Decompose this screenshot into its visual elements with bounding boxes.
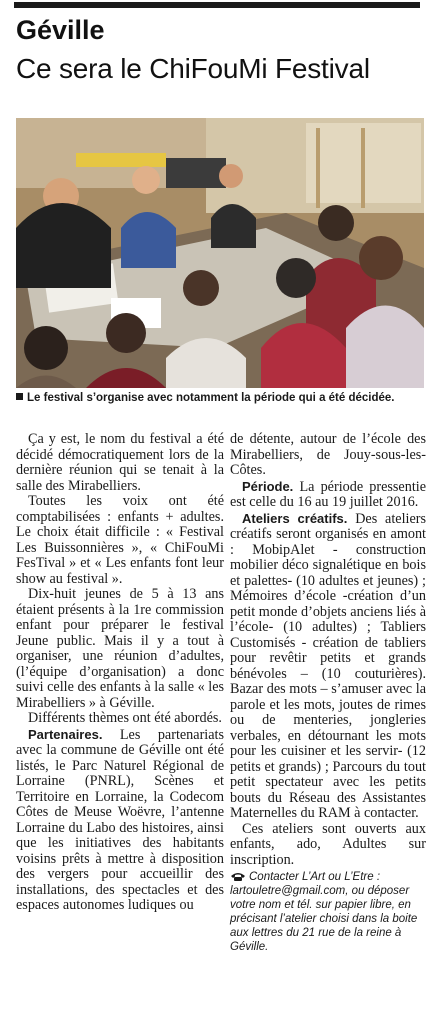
contact-text: Contacter L’Art ou L’Etre : lartouletre@gmail.com, ou déposer votre nom et tél. sur papier libre, en précisant l’atelier choisi dans la boite aux lettres du 21 rue de la reine à Géville. (230, 871, 418, 953)
caption-bullet-square (16, 393, 23, 400)
paragraph: Différents thèmes ont été abordés. (28, 710, 222, 726)
lead-in-periode: Période. (242, 478, 294, 494)
lead-in-partenaires: Partenaires. (28, 726, 103, 742)
photo-caption (16, 391, 424, 406)
paragraph-partenaires (16, 727, 224, 914)
article-headline: Ce sera le ChiFouMi Festival (16, 53, 370, 84)
article-column-right (230, 432, 426, 954)
article-kicker: Géville (16, 15, 105, 45)
paragraph: Ces ateliers sont ouverts aux enfants, ado, Adultes sur inscription. (230, 820, 426, 868)
paragraph-text: La période pressentie est celle du 16 au 19 juillet 2016. (230, 478, 426, 510)
paragraph-periode (230, 479, 426, 511)
paragraph-continued: de détente, autour de l’école des Mirabelliers, de Jouy-sous-les-Côtes. (230, 431, 426, 478)
photo-caption-text: Le festival s’organise avec notamment la période qui a été décidée. (27, 392, 395, 404)
contact-info (230, 870, 426, 954)
telephone-icon (230, 872, 246, 881)
paragraph: Ça y est, le nom du festival a été décidé démocratiquement lors de la dernière réunion qui se tenait à la salle des Mirabelliers. (16, 431, 224, 494)
lead-in-ateliers: Ateliers créatifs. (242, 510, 348, 526)
paragraph-ateliers (230, 511, 426, 822)
paragraph-text: Les partenariats avec la commune de Géville ont été listés, le Parc Naturel Régional de Lorraine (PNRL), Scènes et Territoire en Lorraine, la Codecom Côtes de Meuse Woëvre, l’antenne Lorraine du Labo des histoires, ainsi que les initiatives des habitants voisins prêts à mettre à disposition des vergers pour accueillir des installations, des spectacles et des espaces autonomes ludiques ou (16, 726, 224, 913)
article-photo (16, 118, 424, 388)
article-column-left (16, 432, 224, 914)
paragraph: Toutes les voix ont été comptabilisées : enfants + adultes. Le choix était difficile : « Festival Les Buissonnières », « ChiFouMi FesTival » et « Les enfants font leur show au festival ». (16, 493, 224, 587)
paragraph-text: Des ateliers créatifs seront organisés en amont : MobipAlet - construction mobilier déco signalétique en bois et palettes- (10 adultes et jeunes) ; Mémoires d’école -création d’un petit monde d’objets anciens liés à l’école- (10 adultes) ; Tabliers Customisés - création de tabliers pour revêtir petits et grands bénévoles – (10 couturières). Bazar des mots – s’amuser avec la parole et les mots, joutes de rimes ou de menteries, jongleries verbales, en détournant les mots pour les cuisiner et les servir- (12 petits et grands) ; Parcours du tout petit spectateur avec les petits bouts du Réseau des Assistantes Maternelles du RAM à contacter. (230, 510, 426, 821)
paragraph: Dix-huit jeunes de 5 à 13 ans étaient présents à la 1re commission enfant pour préparer le festival Jeune public. Mais il y a tout à organiser, une réunion d’adultes, (l’équipe d’organisation) a donc suivi celle des enfants à la salle « les Mirabelliers » à Géville. (16, 586, 225, 711)
top-rule (14, 2, 420, 8)
